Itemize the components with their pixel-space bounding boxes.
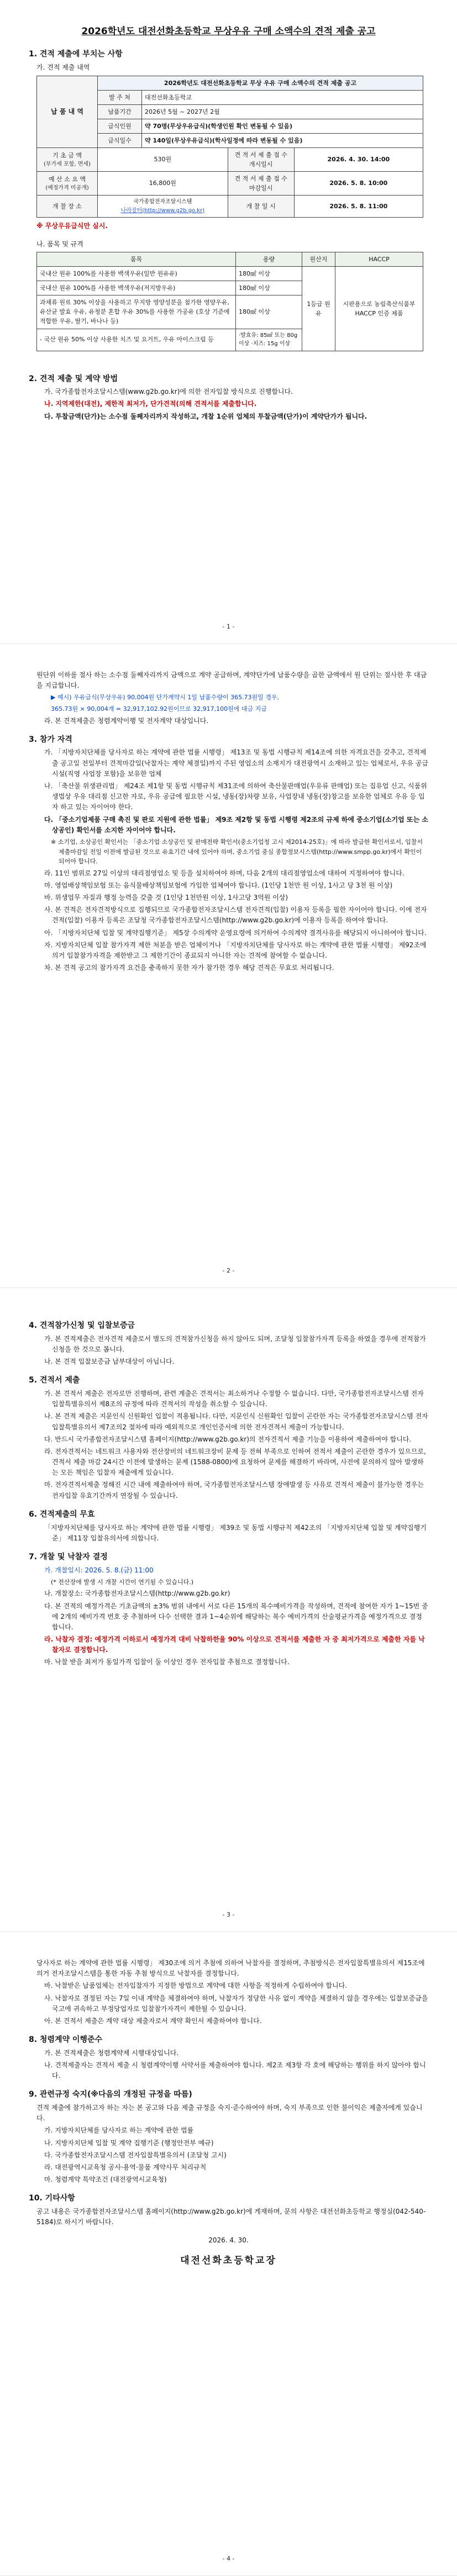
section-7-item: (* 전산장애 발생 시 개찰 시간이 연기될 수 있습니다.) [51, 1578, 194, 1586]
open-label: 견 적 서 제 출 접 수 개시일시 [228, 147, 294, 171]
bid-open-label: 개 찰 일 시 [228, 196, 294, 218]
goods-table [36, 252, 423, 351]
budget-label [37, 171, 98, 195]
goods-volume-dairy: ·발효유: 85㎖ 또는 80g 이상 ·치즈: 15g 이상 [236, 329, 302, 351]
row-label: 발 주 처 [98, 90, 142, 104]
section-9-item: 견적 제출에 참가하고자 하는 자는 본 공고와 다음 제출 규정을 숙지·준수하여야 하며, 숙지 부족으로 인한 불이익은 제출자에게 있습니다. [36, 2104, 423, 2123]
section-1-heading: 1. 견적 제출에 부치는 사항 [29, 50, 123, 59]
page-1 [0, 0, 457, 644]
section-5-item: 가. 본 견적서 제출은 전자로만 진행하며, 관련 계출은 견적서는 최소하거나 수정할 수 없습니다. 다만, 국가종합전자조달시스템 전자입찰특별유의서 제8조의 규정에 따라 견적서의 작성을 취소할 수 있습니다. [44, 1389, 424, 1408]
section-1-sub-a: 가. 견적 제출 내역 [36, 64, 90, 72]
page-4 [0, 1932, 457, 2576]
section-9-heading: 9. 관련규정 숙지(※다음의 개정된 규정을 따름) [29, 2090, 192, 2099]
row-label: 급식인원 [98, 119, 142, 133]
section-10-item: 공고 내용은 국가종합전자조달시스템 홈페이지(http://www.g2b.go.kr)에 게재하며, 문의 사항은 대전선화초등학교 행정실(042-540-5184)로 하시기 바랍니다. [36, 2208, 426, 2226]
page-2 [0, 644, 457, 1288]
section-3-item: 자. 지방자치단체 입찰 참가자격 제한 처분을 받은 업체이거나 「지방자치단체를 당사자로 하는 계약에 관한 법률 시행령」 제92조에 의거 입찰참가자격을 제한받고 그 제한기간이 종료되지 아니한 자는 견적에 참여할 수 없습니다. [44, 941, 427, 960]
goods-volume: 180㎖ 이상 [236, 295, 302, 329]
section-1-sub-b: 나. 품목 및 규격 [36, 240, 83, 248]
announcement-date: 2026. 4. 30. [208, 2236, 249, 2245]
section-7-item: 나. 개찰장소: 국가종합전자조달시스템(http://www.g2b.go.kr) [44, 1590, 230, 1598]
section-9-item: 다. 국가종합전자조달시스템 전자입찰특별유의서 (조달청 고시) [44, 2151, 227, 2159]
section-3-item: 바. 위생업무 자질과 행정 능력을 갖출 것 (1인당 1천만원 이상, 1사고당 3억원 이상) [44, 894, 288, 902]
place-link[interactable]: 나라장터(http://www.g2b.go.kr) [120, 207, 205, 214]
goods-name: 국내산 원유 100%를 사용한 백색우유(일반 원유유) [37, 267, 236, 281]
p4-intro: 당사자로 하는 계약에 관한 법률 시행령」 제30조에 의거 추첨에 의하여 낙찰자를 결정하며, 추첨방식은 전자입찰특별유의서 제15조에 의거 전자조달시스템을 통한 자동 추첨 방식으로 낙찰자를 결정합니다. [36, 1959, 425, 1978]
budget-sub: (예정가격 미공개) [45, 184, 89, 191]
goods-volume: 180㎖ 이상 [236, 267, 302, 281]
place-value [98, 196, 228, 218]
section-7-item: 마. 낙찰 받을 최저가 동일가격 입찰이 둘 이상인 경우 전자입찰 추첨으로 결정합니다. [44, 1658, 290, 1666]
section-9-item: 마. 청렴계약 특약조건 (대전광역시교육청) [44, 2176, 167, 2184]
section-5-item: 마. 전자견적서제출 정해진 시간 내에 제출하여야 하며, 국가종합전자조달시스템 장애발생 등 사유로 견적서 제출이 불가능한 경우는 전자입찰 유효기간까지 연장될 수 있습니다. [44, 1481, 424, 1500]
section-5-item: 다. 반드시 국가종합전자조달시스템 홈페이지(http://www.g2b.go.kr)의 전자견적서 제출 기능을 이용하여 제출하여야 합니다. [44, 1435, 412, 1443]
section-8-item: 나. 견적제출자는 견적서 제출 시 청렴계약이행 서약서를 제출하여야 합니다. 제2조 제3항 각 호에 해당하는 행위를 하지 않아야 합니다. [44, 2061, 426, 2080]
table-header: 2026학년도 대전선화초등학교 무상 우유 구매 소액수의 견적 제출 공고 [98, 76, 423, 90]
p2-example-2: 365.73원 × 90,004개 = 32,917,102.92원이므로 32,917,100원에 대금 지급 [51, 705, 267, 712]
p4-item: 아. 본 견적서 제출은 계약 대상 제출자로서 계약 확인서 제출하여야 합니다. [44, 2017, 262, 2025]
section-7-item: 라. 낙찰자 결정: 예정가격 이하로서 예정가격 대비 낙찰하한율 90% 이상으로 견적서를 제출한 자 중 최저가격으로 제출한 자를 낙찰자로 결정합니다. [44, 1635, 425, 1654]
section-3-item: 아. 「지방자치단체 입찰 및 계약집행기준」 제5장 수의계약 운영요령에 의거하여 수의계약 결격사유를 해당되지 아니하여야 합니다. [44, 928, 427, 937]
section-3-item: 나. 「축산물 위생관리법」 제24조 제1항 및 동법 시행규칙 제31조에 의하여 축산물판매업(우유류 판매업) 또는 집유업 신고, 식품위생법상 우유 대리점 신고한 자로, 우유 공급에 필요한 시설, 냉동(장)차량 보유, 사업장내 냉동(장)창고를 보유한 업체로 우유 등 입자 하고 있는 자이어야 한다. [44, 782, 427, 811]
base-price-sub: (부가세 포함, 면세) [44, 161, 91, 167]
budget-label-text: 예 산 소 요 액 [48, 175, 86, 183]
page-3 [0, 1288, 457, 1932]
bid-info-table [36, 76, 423, 218]
section-7-item: 가. 개찰일시: 2026. 5. 8.(금) 11:00 [44, 1566, 154, 1574]
base-price-label-text: 기 초 금 액 [52, 151, 82, 159]
goods-name: - 국산 원유 50% 이상 사용한 치즈 및 요거트, 우유 아이스크림 등 [37, 329, 236, 351]
delivery-label: 납 품 내 역 [37, 76, 98, 147]
section-3-item: 가. 「지방자치단체를 당사자로 하는 계약에 관한 법률 시행령」 제13조 및 동법 시행규칙 제14조에 의한 자격요건을 갖추고, 견적제출 공고일 전일부터 견적마감일(낙찰자는 계약 체결일)까지 주된 영업소의 소재지가 대전광역시 소재하고 있는 업체로서, 우유 공급 시설(직영 사업장 포함)을 보유한 업체 [44, 748, 428, 778]
p4-item: 바. 낙찰받은 납품업체는 전자입찰자가 지정한 방법으로 계약에 대한 사항을 적정하게 수립하여야 합니다. [44, 1982, 348, 1990]
p2-item-ra: 라. 본 견적제출은 청렴계약이행 및 전자계약 대상입니다. [44, 716, 209, 725]
section-8-item: 가. 본 견적제출은 청렴계약제 시행대상입니다. [44, 2049, 179, 2057]
section-5-item: 라. 전자견적서는 네트워크 사용자와 전산장비의 네트워크장비 문제 등 전혀 부족으로 인하여 전적서 제출이 곤란한 경우가 있으므로, 견적서 제출 마감 24시간 이전에 발생하는 문제 (1588-0800)에 요청하여 문제를 해결하기 바라며, 사전에 문의하지 않아 발생하는 모든 책임은 입찰자 제출에게 있습니다. [44, 1447, 426, 1477]
section-6-heading: 6. 견적제출의 무효 [29, 1509, 95, 1519]
page-number: - 2 - [222, 1266, 235, 1274]
close-date: 2026. 5. 8. 10:00 [294, 171, 423, 195]
section-3-item: 사. 본 견적은 전자견적방식으로 집행되므로 국가종합전자조달시스템 전자견적(입찰) 이용자 등록을 필한 자이어야 합니다. 이에 전자견적(입찰) 이용자 등록은 조달청 국가종합전자조달시스템(http://www.g2b.go.kr)에 이용자 등록을 하여야 합니다. [44, 906, 427, 925]
col-header: 원산지 [302, 252, 335, 267]
section-9-item: 가. 지방자치단체를 당사자로 하는 계약에 관한 법률 [44, 2126, 194, 2135]
close-label: 견 적 서 제 출 접 수 마감일시 [228, 171, 294, 195]
page-number: - 1 - [222, 622, 235, 630]
section-7-heading: 7. 개찰 및 낙찰자 결정 [29, 1552, 108, 1561]
page-number: - 4 - [222, 2554, 235, 2562]
section-8-heading: 8. 청렴계약 이행준수 [29, 2035, 102, 2045]
goods-volume: 180㎖ 이상 [236, 281, 302, 295]
section-2-item-b: 나. 지역제한(대전), 제한적 최저가, 단가견적(의해 견적서를 제출합니다. [44, 400, 257, 408]
section-2-heading: 2. 견적 제출 및 계약 방법 [29, 374, 118, 383]
section-10-heading: 10. 기타사항 [29, 2194, 75, 2203]
place-line1: 국가종합전자조달시스템 [133, 199, 192, 205]
col-header: 품목 [37, 252, 236, 267]
section-3-heading: 3. 참가 자격 [29, 735, 72, 744]
goods-name: 과채류 원료 30% 이상을 사용하고 무지방 영양성분을 첨가한 영양우유, 유산균 발효 우유, 유청분 혼합 우유 30%를 사용한 가공유 (호상 기준에 적합한 우유, 딸기, 바나나 등) [37, 295, 236, 329]
open-date: 2026. 4. 30. 14:00 [294, 147, 423, 171]
goods-name: 국내산 원유 100%를 사용한 백색우유(저지방우유) [37, 281, 236, 295]
section-2-item-a: 가. 국가종합전자조달시스템(www.g2b.go.kr)에 의한 전자입찰 방식으로 진행합니다. [44, 388, 293, 396]
col-header: HACCP [335, 252, 423, 267]
row-value: 약 140일(무상우유급식)(학사일정에 따라 변동될 수 있음) [142, 133, 423, 147]
row-value: 2026년 5월 ~ 2027년 2월 [142, 104, 423, 119]
section-7-item: 다. 본 견적의 예정가격은 기초금액의 ±3% 범위 내에서 서로 다른 15개의 복수예비가격을 작성하며, 견적에 참여한 자가 1~15번 중에 2개의 예비가격 번호 중 추첨하여 다수 선택한 결과 1~4순위에 해당하는 복수 예비가격의 산술평균가격을 예정가격으로 결정합니다. [44, 1602, 428, 1631]
base-price-value: 530원 [98, 147, 228, 171]
section-5-item: 나. 본 견적 제출은 지문인식 신원확인 입찰이 적용됩니다. 다만, 지문인식 신원확인 입찰이 곤란한 자는 국가종합전자조달시스템 전자입찰특별유의서 제7조의2 절차에 따라 예외적으로 개인인증서에 의한 전자견적서 제출이 가능합니다. [44, 1412, 428, 1431]
section-4-item: 나. 본 견적 입찰보증금 납부대상이 아닙니다. [44, 1358, 175, 1366]
bid-open-date: 2026. 5. 8. 11:00 [294, 196, 423, 218]
row-label: 급식일수 [98, 133, 142, 147]
section-3-item: 라. 11인 범위로 27일 이상의 대리점영업소 및 등을 설치하여야 하며, 다음 2개의 대리점영업소에 대하여 지정하여야 합니다. [44, 869, 405, 877]
base-price-label [37, 147, 98, 171]
row-label: 납품기간 [98, 104, 142, 119]
document-title: 2026학년도 대전선화초등학교 무상우유 구매 소액수의 견적 제출 공고 [81, 26, 376, 37]
section-3-item: 마. 영업배상책임보험 또는 음식물배상책임보험에 가입한 업체여야 합니다. (1인당 1천만 원 이상, 1사고 당 3천 원 이상) [44, 881, 393, 889]
row-value: 약 70명(무상우유급식)(학생인원 확인 변동될 수 있음) [142, 119, 423, 133]
section-5-heading: 5. 견적서 제출 [29, 1376, 80, 1385]
section-2-item-c: 다. 투찰금액(단가)는 소수점 둘째자리까지 작성하고, 개찰 1순위 업체의 투찰금액(단가)이 계약단가가 됩니다. [44, 412, 367, 420]
section-4-item: 가. 본 견적제출은 전자견적 제출로서 별도의 견적참가신청을 하지 않아도 되며, 조달청 입찰참가자격 등록을 하였을 경우에 전적참가 신청을 한 것으로 봅니다. [44, 1334, 426, 1353]
section-9-item: 라. 대전광역시교육청 공사·용역·물품 계약사무 처리규칙 [44, 2163, 207, 2171]
section-3-item: 다. 「중소기업제품 구매 촉진 및 판로 지원에 관한 법률」 제9조 제2항 및 동법 시행령 제2조의 규제 하에 중소기업(소기업 또는 소상공인) 확인서를 소지한 자이어야 합니다. [44, 815, 428, 834]
row-value: 대전선화초등학교 [142, 90, 423, 104]
section-3-item: 차. 본 견적 공고의 참가자격 요건을 충족하지 못한 자가 참가한 경우 해당 견적은 무효로 처리됩니다. [44, 964, 334, 972]
free-milk-note: ※ 무상우유급식만 실시. [36, 222, 108, 230]
goods-origin: 1등급 원유 [302, 267, 335, 351]
p2-intro: 원단위 이하를 절사 하는 소수점 둘째자리까지 금액으로 계약 공급하며, 계약단가에 납품수량을 곱한 금액에서 원 단위는 절사한 후 대금을 지급합니다. [36, 671, 427, 690]
goods-haccp: 시판용으로 농림축산식품부 HACCP 인증 제품 [335, 267, 423, 351]
signer: 대전선화초등학교장 [180, 2255, 277, 2267]
place-label: 개 찰 장 소 [37, 196, 98, 218]
p4-item: 사. 낙찰자로 결정된 자는 7일 이내 계약을 체결하여야 하며, 낙찰자가 정당한 사유 없이 계약을 체결하지 않을 경우에는 입찰보증금을 국고에 귀속하고 부정당업자로 입찰참가자격이 제한될 수 있습니다. [44, 1994, 428, 2013]
section-6-item: 「지방자치단체를 당사자로 하는 계약에 관한 법률 시행령」 제39조 및 동법 시행규칙 제42조의 「지방자치단체 입찰 및 계약집행기준」 제11장 입찰유의서에 의합니다. [44, 1523, 427, 1542]
section-4-heading: 4. 견적참가신청 및 입찰보증금 [29, 1321, 135, 1330]
p2-example-1: ▶ 예시) 우유급식(무상우유) 90,004원 단가계약시 1일 납품수량이 365.73원일 경우, [51, 694, 280, 701]
budget-value: 16,800원 [98, 171, 228, 195]
page-number: - 3 - [222, 1910, 235, 1918]
col-header: 용량 [236, 252, 302, 267]
sme-cert-note: ※ 소기업, 소상공인 확인서는 「중소기업 소상공인 및 판매전략 확인서(중소기업청 고시 제2014-25호)」에 따라 발급한 확인서로서, 입찰서 제출마감일 전일 이전에 발급된 것으로 유효기간 내에 있어야 하며, 중소기업 중심 종합정보시스템(http://www.smpp.go.kr)에서 확인이 되어야 합니다. [51, 838, 423, 865]
section-9-item: 나. 지방자치단체 입찰 및 계약 집행기준 (행정안전부 예규) [44, 2139, 214, 2147]
